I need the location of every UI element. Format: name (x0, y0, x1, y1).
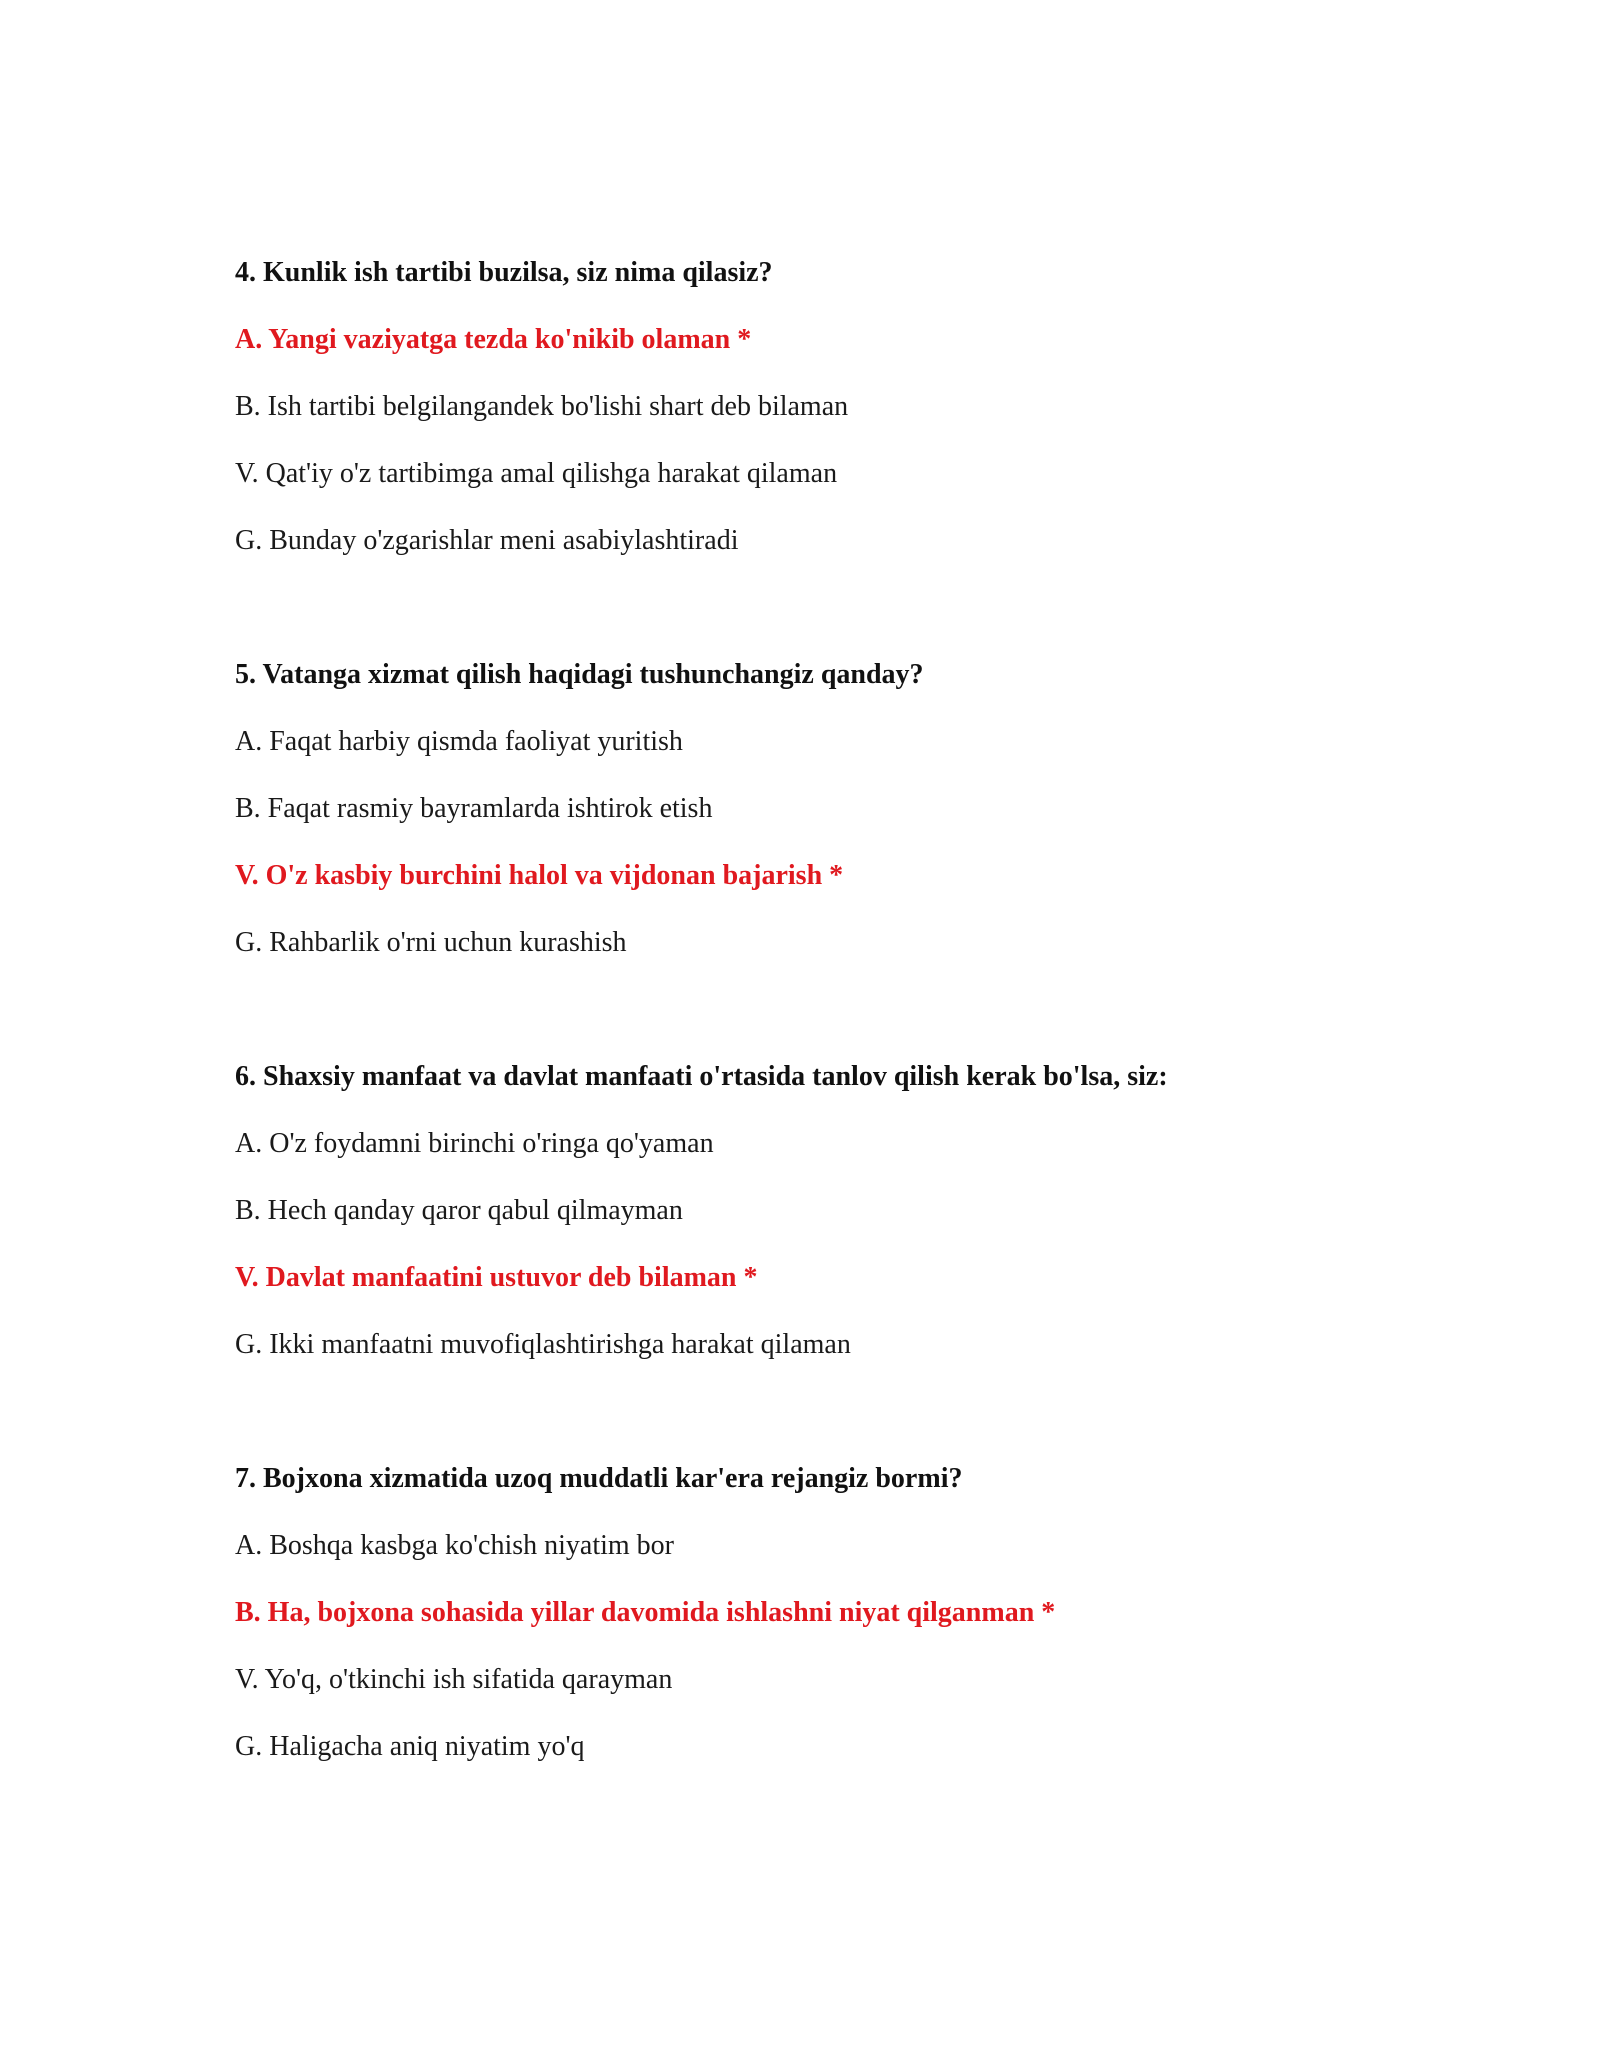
question-title: 5. Vatanga xizmat qilish haqidagi tushunchangiz qanday? (235, 659, 924, 690)
question-title: 6. Shaxsiy manfaat va davlat manfaati o'rtasida tanlov qilish kerak bo'lsa, siz: (235, 1061, 1168, 1092)
answer-option: G. Ikki manfaatni muvofiqlashtirishga harakat qilaman (235, 1329, 851, 1360)
answer-option-correct: A. Yangi vaziyatga tezda ko'nikib olaman * (235, 324, 752, 355)
answer-option: B. Hech qanday qaror qabul qilmayman (235, 1195, 683, 1226)
answer-option: B. Faqat rasmiy bayramlarda ishtirok etish (235, 793, 713, 824)
answer-option: G. Rahbarlik o'rni uchun kurashish (235, 927, 627, 958)
answer-option: V. Qat'iy o'z tartibimga amal qilishga harakat qilaman (235, 458, 838, 489)
answer-option: B. Ish tartibi belgilangandek bo'lishi shart deb bilaman (235, 391, 849, 422)
answer-option: A. Boshqa kasbga ko'chish niyatim bor (235, 1530, 674, 1561)
answer-option: A. Faqat harbiy qismda faoliyat yuritish (235, 726, 683, 757)
answer-option-correct: B. Ha, bojxona sohasida yillar davomida ishlashni niyat qilganman * (235, 1597, 1056, 1628)
answer-option-correct: V. Davlat manfaatini ustuvor deb bilaman * (235, 1262, 758, 1293)
question-title: 7. Bojxona xizmatida uzoq muddatli kar'era rejangiz bormi? (235, 1463, 963, 1494)
question-title: 4. Kunlik ish tartibi buzilsa, siz nima qilasiz? (235, 257, 773, 288)
answer-option-correct: V. O'z kasbiy burchini halol va vijdonan bajarish * (235, 860, 844, 891)
answer-option: G. Bunday o'zgarishlar meni asabiylashtiradi (235, 525, 739, 556)
answer-option: A. O'z foydamni birinchi o'ringa qo'yaman (235, 1128, 714, 1159)
answer-option: V. Yo'q, o'tkinchi ish sifatida qarayman (235, 1664, 673, 1695)
answer-option: G. Haligacha aniq niyatim yo'q (235, 1731, 585, 1762)
